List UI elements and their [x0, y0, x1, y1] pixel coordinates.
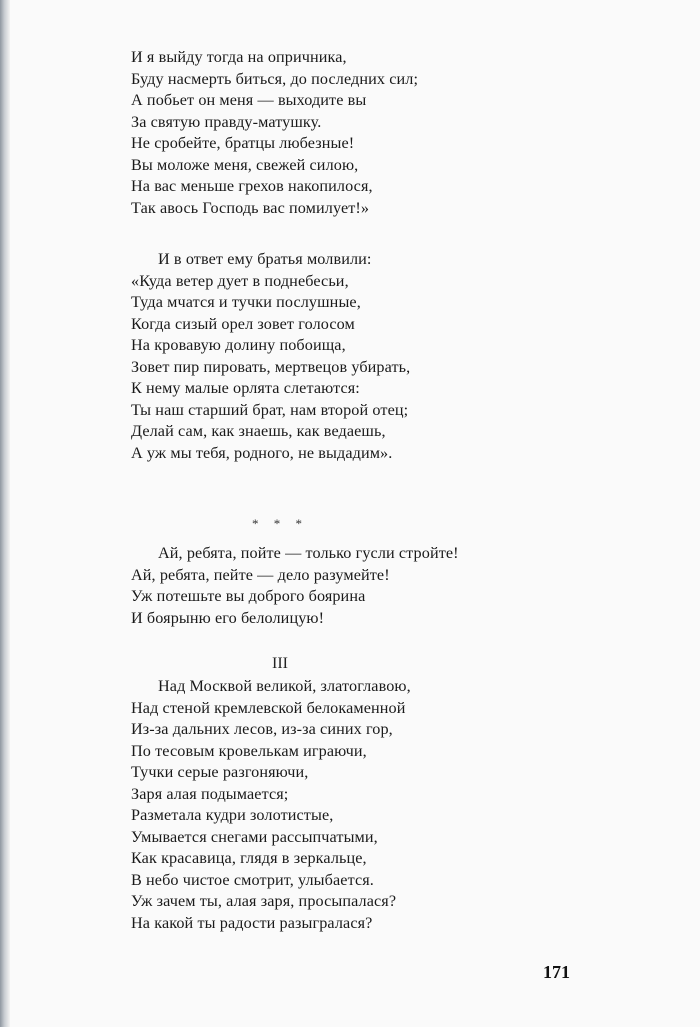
- poem-line: Ай, ребята, пейте — дело разумейте!: [131, 565, 390, 584]
- poem-line: К нему малые орлята слетаются:: [131, 379, 360, 397]
- stanza-4: [131, 676, 411, 934]
- poem-line: Умывается снегами рассыпчатыми,: [131, 827, 378, 846]
- poem-line: Зовет пир пировать, мертвецов убирать,: [131, 357, 411, 376]
- poem-line: И боярыню его белолицую!: [131, 608, 325, 627]
- poem-line: Из-за дальних лесов, из-за синих гор,: [131, 720, 393, 738]
- poem-line: Уж зачем ты, алая заря, просыпалася?: [131, 892, 397, 910]
- stanza-1: [131, 47, 418, 219]
- poem-line: Заря алая подымается;: [131, 784, 289, 803]
- section-number: III: [272, 655, 288, 672]
- poem-line: Ты наш старший брат, нам второй отец;: [131, 400, 409, 419]
- poem-line: Так авось Господь вас помилует!»: [131, 198, 370, 217]
- poem-line: Буду насмерть биться, до последних сил;: [131, 69, 419, 88]
- poem-line: Как красавица, глядя в зеркальце,: [131, 849, 367, 867]
- poem-line: Разметала кудри золотистые,: [131, 806, 334, 824]
- poem-line: За святую правду-матушку.: [131, 112, 322, 131]
- poem-line: Не сробейте, братцы любезные!: [131, 134, 355, 152]
- poem-line: На какой ты радости разыгралася?: [131, 913, 373, 932]
- poem-line: Уж потешьте вы доброго боярина: [131, 587, 366, 605]
- poem-line: И я выйду тогда на опричника,: [131, 48, 347, 66]
- poem-line: «Куда ветер дует в поднебесьи,: [131, 271, 349, 290]
- poem-line: Над стеной кремлевской белокаменной: [131, 698, 406, 717]
- section-separator: * * *: [252, 516, 308, 531]
- poem-line: Над Москвой великой, златоглавою,: [158, 677, 411, 695]
- poem-line: Тучки серые разгоняючи,: [131, 763, 309, 781]
- poem-line: В небо чистое смотрит, улыбается.: [131, 870, 374, 889]
- poem-line: По тесовым кровелькам играючи,: [131, 741, 367, 760]
- poem-line: Делай сам, как знаешь, как ведаешь,: [131, 422, 386, 440]
- poem-line: На вас меньше грехов накопилося,: [131, 177, 373, 195]
- poem-line: Вы моложе меня, свежей силою,: [131, 155, 359, 174]
- stanza-2: [131, 249, 410, 464]
- poem-line: А побьет он меня — выходите вы: [131, 91, 367, 109]
- stanza-3: [131, 543, 459, 629]
- poem-line: Туда мчатся и тучки послушные,: [131, 293, 361, 311]
- poem-line: Когда сизый орел зовет голосом: [131, 314, 355, 333]
- page-number: 171: [543, 962, 570, 982]
- poem-line: Ай, ребята, пойте — только гусли стройте!: [158, 544, 459, 562]
- poem-line: На кровавую долину побоища,: [131, 336, 346, 354]
- poem-line: А уж мы тебя, родного, не выдадим».: [131, 443, 393, 462]
- poem-line: И в ответ ему братья молвили:: [158, 250, 372, 268]
